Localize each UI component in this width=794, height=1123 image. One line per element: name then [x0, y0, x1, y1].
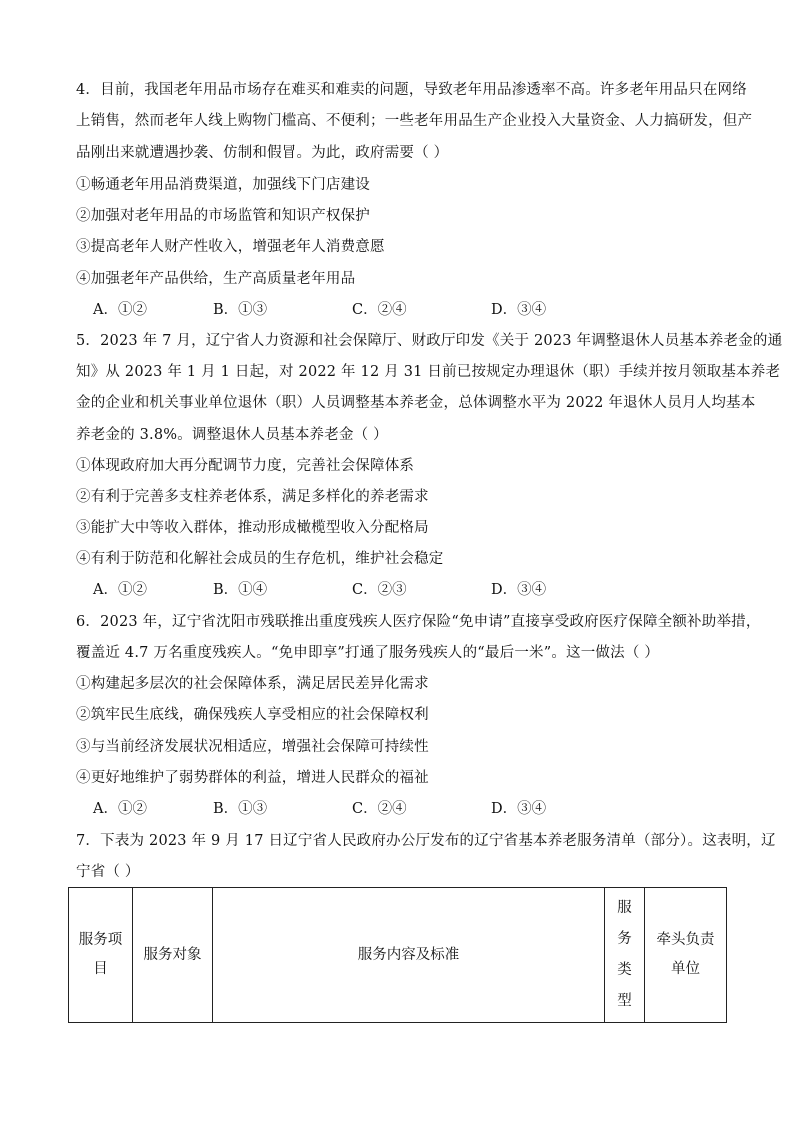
q5-statement-1: ①体现政府加大再分配调节力度，完善社会保障体系 [76, 458, 415, 474]
q5-stem-line-3: 金的企业和机关事业单位退休（职）人员调整基本养老金，总体调整水平为 2022 年退休人员月人均基本 [76, 395, 756, 411]
q4-option-a[interactable]: A．①② [93, 302, 147, 318]
q4-option-c[interactable]: C．②④ [352, 302, 407, 318]
q6-option-b[interactable]: B．①③ [213, 801, 268, 817]
header-service-content: 服务内容及标准 [213, 888, 605, 1023]
q6-option-a[interactable]: A．①② [93, 801, 147, 817]
q7-stem-line-1: 7．下表为 2023 年 9 月 17 日辽宁省人民政府办公厅发布的辽宁省基本养老服务清单（部分）。这表明，辽 [76, 833, 776, 849]
q6-statement-2: ②筑牢民生底线，确保残疾人享受相应的社会保障权利 [76, 707, 429, 723]
q6-stem-line-1: 6．2023 年，辽宁省沈阳市残联推出重度残疾人医疗保险“免申请”直接享受政府医疗保障全额补助举措， [76, 614, 761, 630]
q4-statement-3: ③提高老年人财产性收入，增强老年人消费意愿 [76, 239, 385, 255]
q4-stem-line-3: 品刚出来就遭遇抄袭、仿制和假冒。为此，政府需要（ ） [76, 145, 449, 161]
header-lead-unit-line-1: 牵头负责 [656, 932, 715, 948]
table-header-row [69, 888, 727, 1023]
elderly-service-table [68, 887, 727, 1023]
header-service-target: 服务对象 [133, 888, 213, 1023]
header-service-type-char-4: 型 [617, 993, 632, 1009]
q5-option-a[interactable]: A．①② [93, 582, 147, 598]
q5-option-c[interactable]: C．②③ [352, 582, 407, 598]
q4-option-d[interactable]: D．③④ [491, 302, 547, 318]
header-lead-unit-line-2: 单位 [671, 961, 700, 977]
q5-stem-line-1: 5．2023 年 7 月，辽宁省人力资源和社会保障厅、财政厅印发《关于 2023 年调整退休人员基本养老金的通 [76, 333, 783, 349]
header-service-item-line-2: 目 [93, 961, 108, 977]
q6-option-d[interactable]: D．③④ [491, 801, 547, 817]
header-service-type-char-2: 务 [617, 931, 632, 947]
q7-stem-line-2: 宁省（ ） [76, 864, 140, 880]
q6-statement-4: ④更好地维护了弱势群体的利益，增进人民群众的福祉 [76, 770, 429, 786]
header-service-item-line-1: 服务项 [78, 932, 123, 948]
q5-option-d[interactable]: D．③④ [491, 582, 547, 598]
q4-stem-line-2: 上销售，然而老年人线上购物门槛高、不便利；一些老年用品生产企业投入大量资金、人力搞研发，但产 [76, 113, 753, 129]
q5-stem-line-4: 养老金的 3.8%。调整退休人员基本养老金（ ） [76, 427, 388, 443]
q4-statement-2: ②加强对老年用品的市场监管和知识产权保护 [76, 208, 370, 224]
header-service-type [605, 888, 645, 1023]
header-service-type-char-1: 服 [617, 900, 632, 916]
q6-statement-3: ③与当前经济发展状况相适应，增强社会保障可持续性 [76, 739, 429, 755]
q4-statement-1: ①畅通老年用品消费渠道，加强线下门店建设 [76, 177, 370, 193]
q6-stem-line-2: 覆盖近 4.7 万名重度残疾人。“免申即享”打通了服务残疾人的“最后一米”。这一做法（ ） [76, 645, 660, 661]
q4-statement-4: ④加强老年产品供给，生产高质量老年用品 [76, 271, 356, 287]
q5-stem-line-2: 知》从 2023 年 1 月 1 日起，对 2022 年 12 月 31 日前已按规定办理退休（职）手续并按月领取基本养老 [76, 364, 781, 380]
header-lead-unit [645, 888, 727, 1023]
header-service-type-char-3: 类 [617, 962, 632, 978]
q5-option-b[interactable]: B．①④ [213, 582, 268, 598]
q6-option-c[interactable]: C．②④ [352, 801, 407, 817]
q5-statement-3: ③能扩大中等收入群体，推动形成橄榄型收入分配格局 [76, 520, 429, 536]
header-service-item [69, 888, 133, 1023]
q5-statement-2: ②有利于完善多支柱养老体系，满足多样化的养老需求 [76, 489, 429, 505]
q6-statement-1: ①构建起多层次的社会保障体系，满足居民差异化需求 [76, 676, 429, 692]
q4-stem-line-1: 4．目前，我国老年用品市场存在难买和难卖的问题，导致老年用品渗透率不高。许多老年用品只在网络 [76, 82, 747, 98]
q4-option-b[interactable]: B．①③ [213, 302, 268, 318]
q5-statement-4: ④有利于防范和化解社会成员的生存危机，维护社会稳定 [76, 551, 444, 567]
